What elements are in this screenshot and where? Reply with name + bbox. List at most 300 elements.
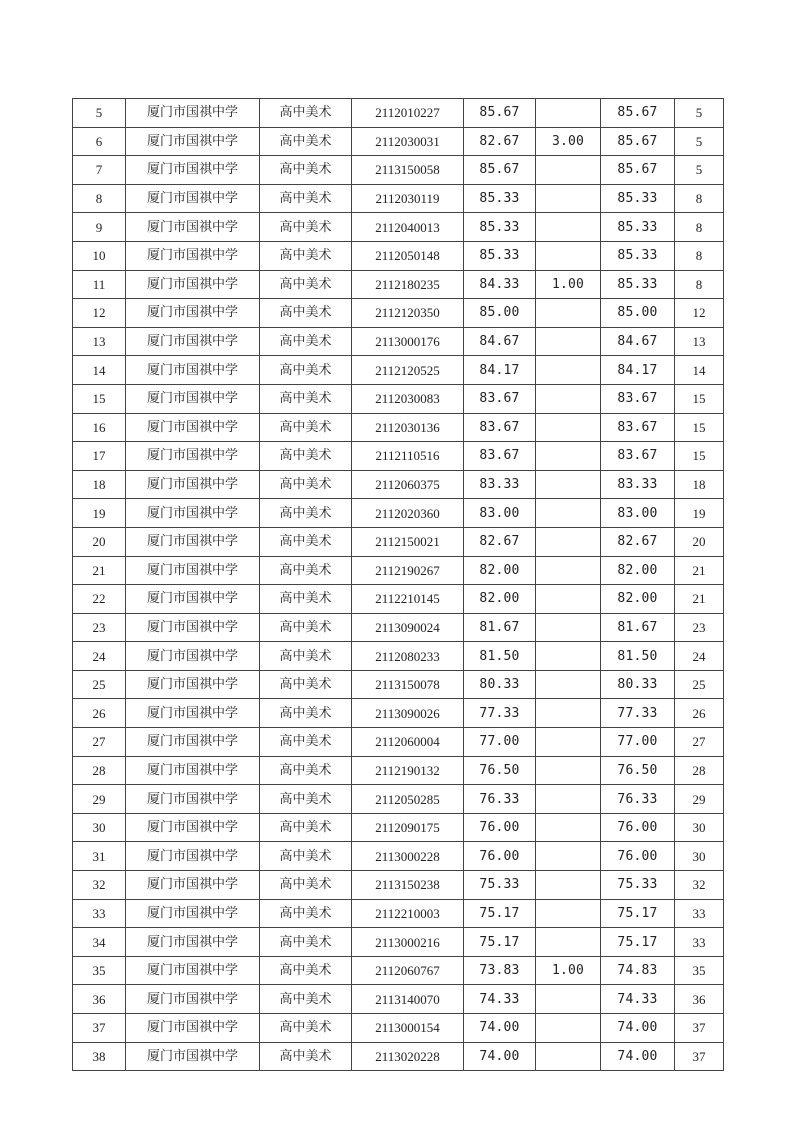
cell-total: 85.33: [601, 270, 675, 299]
cell-total: 74.00: [601, 1014, 675, 1043]
cell-bonus: [536, 1042, 601, 1071]
cell-rank: 15: [675, 384, 724, 413]
cell-bonus: [536, 499, 601, 528]
cell-candidate-id: 2113150238: [352, 871, 464, 900]
cell-seq: 10: [73, 241, 126, 270]
cell-seq: 20: [73, 527, 126, 556]
cell-bonus: [536, 384, 601, 413]
cell-rank: 18: [675, 470, 724, 499]
cell-score: 83.00: [464, 499, 536, 528]
cell-rank: 5: [675, 127, 724, 156]
cell-candidate-id: 2112120525: [352, 356, 464, 385]
cell-total: 75.17: [601, 928, 675, 957]
cell-total: 83.33: [601, 470, 675, 499]
cell-rank: 19: [675, 499, 724, 528]
table-row: [73, 413, 724, 442]
cell-rank: 30: [675, 813, 724, 842]
table-row: [73, 527, 724, 556]
cell-total: 85.67: [601, 156, 675, 185]
cell-bonus: [536, 642, 601, 671]
cell-rank: 28: [675, 756, 724, 785]
table-row: [73, 384, 724, 413]
cell-total: 85.67: [601, 99, 675, 128]
cell-score: 84.17: [464, 356, 536, 385]
cell-candidate-id: 2113090024: [352, 613, 464, 642]
cell-rank: 8: [675, 213, 724, 242]
cell-score: 85.33: [464, 213, 536, 242]
cell-school: 厦门市国祺中学: [126, 613, 260, 642]
cell-total: 85.33: [601, 241, 675, 270]
cell-school: 厦门市国祺中学: [126, 1042, 260, 1071]
cell-school: 厦门市国祺中学: [126, 585, 260, 614]
cell-total: 76.33: [601, 785, 675, 814]
cell-bonus: [536, 241, 601, 270]
cell-score: 85.00: [464, 299, 536, 328]
cell-score: 85.33: [464, 241, 536, 270]
cell-seq: 14: [73, 356, 126, 385]
cell-candidate-id: 2113150058: [352, 156, 464, 185]
cell-score: 76.33: [464, 785, 536, 814]
cell-score: 85.67: [464, 156, 536, 185]
cell-school: 厦门市国祺中学: [126, 756, 260, 785]
table-row: [73, 356, 724, 385]
table-row: [73, 699, 724, 728]
cell-score: 83.67: [464, 413, 536, 442]
cell-bonus: 3.00: [536, 127, 601, 156]
cell-school: 厦门市国祺中学: [126, 241, 260, 270]
cell-total: 85.33: [601, 184, 675, 213]
cell-seq: 32: [73, 871, 126, 900]
table-row: [73, 871, 724, 900]
cell-school: 厦门市国祺中学: [126, 499, 260, 528]
cell-seq: 26: [73, 699, 126, 728]
cell-school: 厦门市国祺中学: [126, 127, 260, 156]
cell-school: 厦门市国祺中学: [126, 442, 260, 471]
table-row: [73, 756, 724, 785]
cell-score: 76.00: [464, 813, 536, 842]
cell-school: 厦门市国祺中学: [126, 985, 260, 1014]
cell-candidate-id: 2112030136: [352, 413, 464, 442]
cell-bonus: [536, 871, 601, 900]
cell-score: 74.33: [464, 985, 536, 1014]
cell-subject: 高中美术: [260, 871, 352, 900]
table-row: [73, 127, 724, 156]
cell-candidate-id: 2112060375: [352, 470, 464, 499]
cell-candidate-id: 2113020228: [352, 1042, 464, 1071]
cell-score: 75.17: [464, 928, 536, 957]
cell-score: 82.67: [464, 527, 536, 556]
cell-rank: 5: [675, 99, 724, 128]
cell-bonus: 1.00: [536, 956, 601, 985]
cell-seq: 31: [73, 842, 126, 871]
cell-score: 82.00: [464, 585, 536, 614]
cell-school: 厦门市国祺中学: [126, 270, 260, 299]
cell-subject: 高中美术: [260, 813, 352, 842]
cell-subject: 高中美术: [260, 413, 352, 442]
cell-rank: 14: [675, 356, 724, 385]
cell-candidate-id: 2112060767: [352, 956, 464, 985]
cell-school: 厦门市国祺中学: [126, 928, 260, 957]
cell-candidate-id: 2112060004: [352, 728, 464, 757]
cell-bonus: [536, 985, 601, 1014]
cell-bonus: [536, 299, 601, 328]
cell-rank: 36: [675, 985, 724, 1014]
cell-school: 厦门市国祺中学: [126, 527, 260, 556]
cell-seq: 5: [73, 99, 126, 128]
cell-subject: 高中美术: [260, 356, 352, 385]
cell-score: 75.33: [464, 871, 536, 900]
cell-subject: 高中美术: [260, 899, 352, 928]
cell-school: 厦门市国祺中学: [126, 670, 260, 699]
cell-total: 74.83: [601, 956, 675, 985]
cell-total: 81.67: [601, 613, 675, 642]
cell-candidate-id: 2113000154: [352, 1014, 464, 1043]
cell-subject: 高中美术: [260, 1014, 352, 1043]
cell-subject: 高中美术: [260, 99, 352, 128]
cell-bonus: [536, 842, 601, 871]
cell-seq: 13: [73, 327, 126, 356]
cell-subject: 高中美术: [260, 985, 352, 1014]
cell-school: 厦门市国祺中学: [126, 413, 260, 442]
cell-total: 76.50: [601, 756, 675, 785]
cell-bonus: [536, 899, 601, 928]
cell-rank: 33: [675, 928, 724, 957]
cell-seq: 23: [73, 613, 126, 642]
cell-subject: 高中美术: [260, 613, 352, 642]
cell-bonus: [536, 556, 601, 585]
cell-subject: 高中美术: [260, 642, 352, 671]
cell-bonus: [536, 213, 601, 242]
cell-candidate-id: 2112210145: [352, 585, 464, 614]
cell-rank: 23: [675, 613, 724, 642]
cell-rank: 5: [675, 156, 724, 185]
cell-seq: 34: [73, 928, 126, 957]
cell-bonus: [536, 756, 601, 785]
cell-subject: 高中美术: [260, 585, 352, 614]
cell-candidate-id: 2112040013: [352, 213, 464, 242]
table-row: [73, 613, 724, 642]
table-row: [73, 585, 724, 614]
cell-seq: 8: [73, 184, 126, 213]
cell-candidate-id: 2112210003: [352, 899, 464, 928]
cell-seq: 7: [73, 156, 126, 185]
cell-seq: 6: [73, 127, 126, 156]
cell-rank: 8: [675, 184, 724, 213]
cell-total: 82.67: [601, 527, 675, 556]
cell-subject: 高中美术: [260, 728, 352, 757]
cell-rank: 21: [675, 585, 724, 614]
cell-score: 76.50: [464, 756, 536, 785]
cell-seq: 9: [73, 213, 126, 242]
cell-score: 73.83: [464, 956, 536, 985]
cell-candidate-id: 2112050148: [352, 241, 464, 270]
cell-score: 84.67: [464, 327, 536, 356]
cell-score: 85.67: [464, 99, 536, 128]
cell-total: 82.00: [601, 585, 675, 614]
cell-rank: 26: [675, 699, 724, 728]
cell-bonus: [536, 1014, 601, 1043]
cell-score: 83.67: [464, 384, 536, 413]
cell-seq: 12: [73, 299, 126, 328]
cell-school: 厦门市国祺中学: [126, 785, 260, 814]
cell-seq: 24: [73, 642, 126, 671]
cell-subject: 高中美术: [260, 184, 352, 213]
cell-seq: 18: [73, 470, 126, 499]
cell-score: 76.00: [464, 842, 536, 871]
cell-bonus: [536, 470, 601, 499]
cell-total: 83.67: [601, 413, 675, 442]
table-row: [73, 928, 724, 957]
cell-candidate-id: 2113000176: [352, 327, 464, 356]
cell-candidate-id: 2112180235: [352, 270, 464, 299]
cell-score: 84.33: [464, 270, 536, 299]
cell-rank: 13: [675, 327, 724, 356]
cell-bonus: [536, 813, 601, 842]
cell-rank: 25: [675, 670, 724, 699]
cell-candidate-id: 2113000228: [352, 842, 464, 871]
cell-score: 82.67: [464, 127, 536, 156]
cell-score: 83.67: [464, 442, 536, 471]
cell-bonus: [536, 327, 601, 356]
cell-seq: 22: [73, 585, 126, 614]
cell-school: 厦门市国祺中学: [126, 899, 260, 928]
table-row: [73, 985, 724, 1014]
cell-school: 厦门市国祺中学: [126, 642, 260, 671]
cell-score: 77.33: [464, 699, 536, 728]
cell-school: 厦门市国祺中学: [126, 213, 260, 242]
cell-score: 82.00: [464, 556, 536, 585]
cell-school: 厦门市国祺中学: [126, 299, 260, 328]
cell-school: 厦门市国祺中学: [126, 842, 260, 871]
cell-seq: 15: [73, 384, 126, 413]
cell-score: 81.50: [464, 642, 536, 671]
cell-bonus: [536, 613, 601, 642]
cell-subject: 高中美术: [260, 670, 352, 699]
cell-school: 厦门市国祺中学: [126, 156, 260, 185]
table-row: [73, 1014, 724, 1043]
cell-score: 83.33: [464, 470, 536, 499]
score-table-body: [73, 99, 724, 1071]
cell-school: 厦门市国祺中学: [126, 728, 260, 757]
cell-rank: 15: [675, 413, 724, 442]
cell-total: 83.00: [601, 499, 675, 528]
cell-seq: 17: [73, 442, 126, 471]
cell-subject: 高中美术: [260, 499, 352, 528]
table-row: [73, 842, 724, 871]
table-row: [73, 956, 724, 985]
cell-candidate-id: 2112010227: [352, 99, 464, 128]
cell-candidate-id: 2112020360: [352, 499, 464, 528]
cell-subject: 高中美术: [260, 785, 352, 814]
cell-candidate-id: 2112190267: [352, 556, 464, 585]
cell-bonus: [536, 527, 601, 556]
table-row: [73, 327, 724, 356]
cell-subject: 高中美术: [260, 213, 352, 242]
cell-seq: 33: [73, 899, 126, 928]
cell-candidate-id: 2112050285: [352, 785, 464, 814]
cell-bonus: [536, 413, 601, 442]
cell-subject: 高中美术: [260, 270, 352, 299]
cell-rank: 35: [675, 956, 724, 985]
cell-candidate-id: 2112030083: [352, 384, 464, 413]
cell-score: 81.67: [464, 613, 536, 642]
cell-seq: 21: [73, 556, 126, 585]
cell-total: 84.17: [601, 356, 675, 385]
cell-seq: 38: [73, 1042, 126, 1071]
cell-school: 厦门市国祺中学: [126, 327, 260, 356]
cell-candidate-id: 2112030031: [352, 127, 464, 156]
cell-total: 74.33: [601, 985, 675, 1014]
cell-candidate-id: 2112090175: [352, 813, 464, 842]
cell-seq: 29: [73, 785, 126, 814]
cell-candidate-id: 2112190132: [352, 756, 464, 785]
table-row: [73, 785, 724, 814]
cell-school: 厦门市国祺中学: [126, 556, 260, 585]
cell-bonus: [536, 442, 601, 471]
table-row: [73, 442, 724, 471]
table-row: [73, 670, 724, 699]
cell-total: 83.67: [601, 442, 675, 471]
cell-rank: 33: [675, 899, 724, 928]
cell-school: 厦门市国祺中学: [126, 813, 260, 842]
cell-subject: 高中美术: [260, 556, 352, 585]
cell-total: 82.00: [601, 556, 675, 585]
cell-rank: 8: [675, 270, 724, 299]
cell-candidate-id: 2113140070: [352, 985, 464, 1014]
cell-subject: 高中美术: [260, 928, 352, 957]
cell-subject: 高中美术: [260, 756, 352, 785]
cell-score: 74.00: [464, 1014, 536, 1043]
cell-school: 厦门市国祺中学: [126, 699, 260, 728]
cell-school: 厦门市国祺中学: [126, 99, 260, 128]
cell-total: 75.33: [601, 871, 675, 900]
cell-bonus: [536, 928, 601, 957]
cell-rank: 20: [675, 527, 724, 556]
cell-bonus: [536, 99, 601, 128]
cell-bonus: 1.00: [536, 270, 601, 299]
cell-school: 厦门市国祺中学: [126, 871, 260, 900]
cell-total: 80.33: [601, 670, 675, 699]
cell-score: 74.00: [464, 1042, 536, 1071]
cell-candidate-id: 2112030119: [352, 184, 464, 213]
cell-subject: 高中美术: [260, 156, 352, 185]
cell-candidate-id: 2112150021: [352, 527, 464, 556]
table-row: [73, 556, 724, 585]
cell-subject: 高中美术: [260, 1042, 352, 1071]
cell-total: 85.00: [601, 299, 675, 328]
cell-total: 77.00: [601, 728, 675, 757]
cell-total: 75.17: [601, 899, 675, 928]
cell-candidate-id: 2112120350: [352, 299, 464, 328]
cell-total: 74.00: [601, 1042, 675, 1071]
cell-subject: 高中美术: [260, 470, 352, 499]
table-row: [73, 299, 724, 328]
cell-total: 85.33: [601, 213, 675, 242]
table-row: [73, 899, 724, 928]
cell-rank: 37: [675, 1014, 724, 1043]
table-row: [73, 270, 724, 299]
table-row: [73, 156, 724, 185]
score-table: [72, 98, 724, 1071]
cell-score: 85.33: [464, 184, 536, 213]
cell-seq: 35: [73, 956, 126, 985]
cell-bonus: [536, 728, 601, 757]
cell-bonus: [536, 699, 601, 728]
cell-bonus: [536, 184, 601, 213]
cell-candidate-id: 2112110516: [352, 442, 464, 471]
cell-subject: 高中美术: [260, 842, 352, 871]
cell-bonus: [536, 785, 601, 814]
cell-seq: 30: [73, 813, 126, 842]
cell-candidate-id: 2112080233: [352, 642, 464, 671]
cell-subject: 高中美术: [260, 327, 352, 356]
cell-candidate-id: 2113000216: [352, 928, 464, 957]
cell-score: 77.00: [464, 728, 536, 757]
cell-seq: 19: [73, 499, 126, 528]
cell-total: 81.50: [601, 642, 675, 671]
cell-subject: 高中美术: [260, 384, 352, 413]
table-row: [73, 728, 724, 757]
cell-seq: 37: [73, 1014, 126, 1043]
table-row: [73, 642, 724, 671]
cell-rank: 8: [675, 241, 724, 270]
cell-seq: 16: [73, 413, 126, 442]
cell-seq: 36: [73, 985, 126, 1014]
cell-rank: 37: [675, 1042, 724, 1071]
cell-school: 厦门市国祺中学: [126, 356, 260, 385]
cell-school: 厦门市国祺中学: [126, 184, 260, 213]
cell-school: 厦门市国祺中学: [126, 470, 260, 499]
cell-school: 厦门市国祺中学: [126, 1014, 260, 1043]
cell-school: 厦门市国祺中学: [126, 384, 260, 413]
cell-rank: 32: [675, 871, 724, 900]
cell-total: 84.67: [601, 327, 675, 356]
cell-rank: 12: [675, 299, 724, 328]
cell-subject: 高中美术: [260, 127, 352, 156]
table-row: [73, 1042, 724, 1071]
table-row: [73, 184, 724, 213]
cell-rank: 30: [675, 842, 724, 871]
cell-seq: 28: [73, 756, 126, 785]
cell-candidate-id: 2113150078: [352, 670, 464, 699]
cell-score: 75.17: [464, 899, 536, 928]
cell-bonus: [536, 670, 601, 699]
cell-total: 76.00: [601, 842, 675, 871]
table-row: [73, 99, 724, 128]
cell-subject: 高中美术: [260, 699, 352, 728]
cell-subject: 高中美术: [260, 527, 352, 556]
cell-subject: 高中美术: [260, 956, 352, 985]
table-row: [73, 241, 724, 270]
cell-subject: 高中美术: [260, 241, 352, 270]
cell-subject: 高中美术: [260, 442, 352, 471]
cell-total: 83.67: [601, 384, 675, 413]
cell-seq: 25: [73, 670, 126, 699]
cell-rank: 27: [675, 728, 724, 757]
table-row: [73, 499, 724, 528]
cell-total: 77.33: [601, 699, 675, 728]
cell-rank: 29: [675, 785, 724, 814]
cell-rank: 24: [675, 642, 724, 671]
cell-subject: 高中美术: [260, 299, 352, 328]
cell-bonus: [536, 156, 601, 185]
cell-rank: 15: [675, 442, 724, 471]
cell-bonus: [536, 585, 601, 614]
cell-rank: 21: [675, 556, 724, 585]
cell-score: 80.33: [464, 670, 536, 699]
cell-seq: 27: [73, 728, 126, 757]
table-row: [73, 470, 724, 499]
